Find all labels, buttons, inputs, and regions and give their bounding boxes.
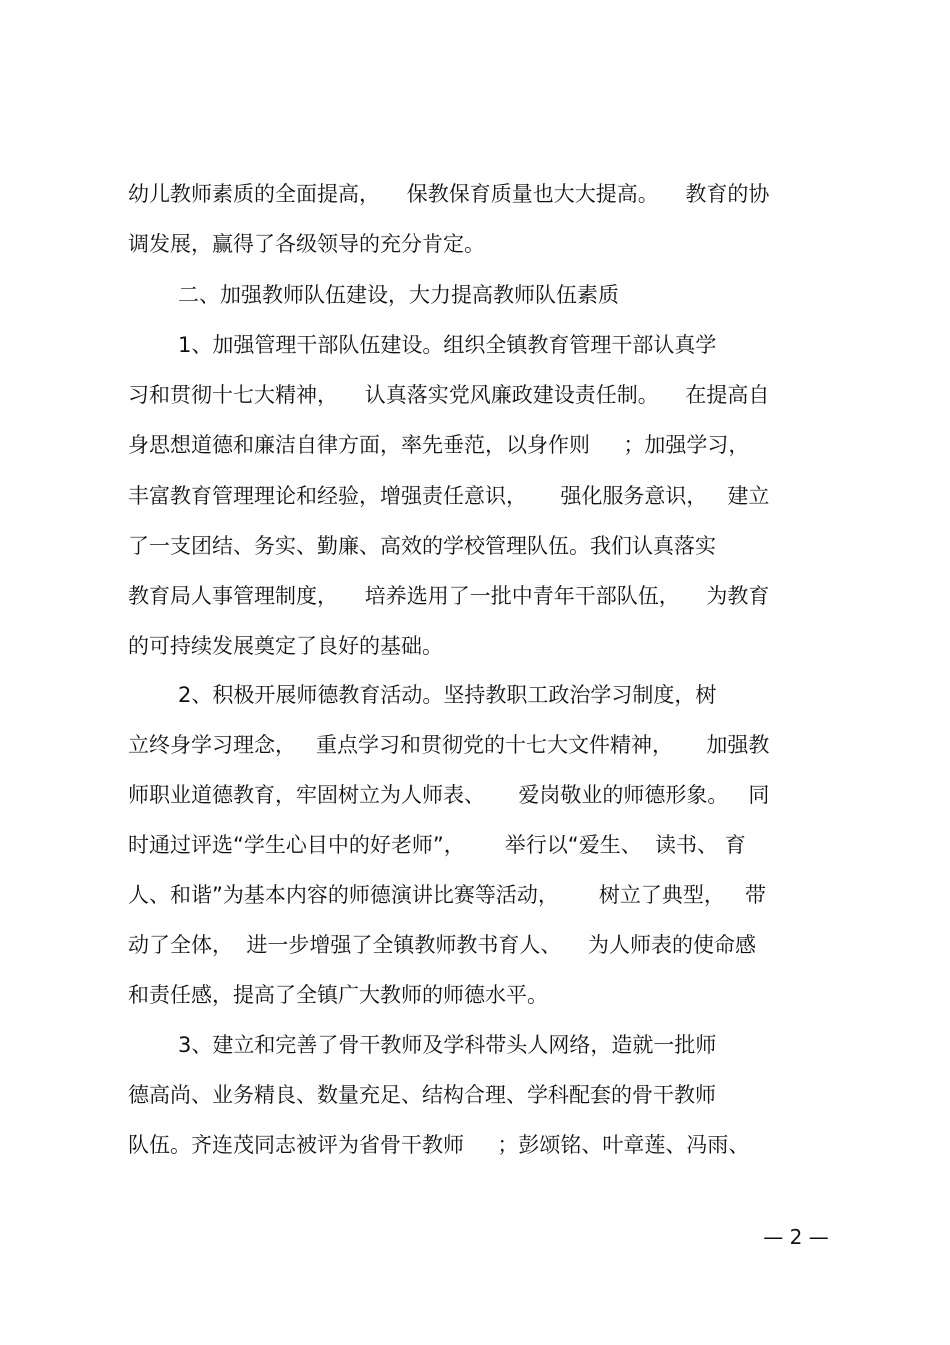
text-line: 1、加强管理干部队伍建设。组织全镇教育管理干部认真学: [178, 333, 717, 357]
section-heading: 二、加强教师队伍建设，大力提高教师队伍素质: [178, 283, 619, 307]
text-line: 人、和谐”为基本内容的师德演讲比赛等活动， 树立了典型， 带: [128, 883, 766, 907]
text-line: 2、积极开展师德教育活动。坚持教职工政治学习制度，树: [178, 683, 717, 707]
text-line: 队伍。齐连茂同志被评为省骨干教师 ；彭颂铭、叶章莲、冯雨、: [128, 1133, 750, 1157]
text-line: 师职业道德教育，牢固树立为人师表、 爱岗敬业的师德形象。 同: [128, 783, 770, 807]
text-line: 教育局人事管理制度， 培养选用了一批中青年干部队伍， 为教育: [128, 584, 770, 608]
text-line: 习和贯彻十七大精神， 认真落实党风廉政建设责任制。 在提高自: [128, 383, 770, 407]
text-line: 3、建立和完善了骨干教师及学科带头人网络，造就一批师: [178, 1033, 717, 1057]
text-line: 立终身学习理念， 重点学习和贯彻党的十七大文件精神， 加强教: [128, 733, 770, 757]
text-line: 丰富教育管理理论和经验，增强责任意识， 强化服务意识， 建立: [128, 484, 770, 508]
text-line: 身思想道德和廉洁自律方面，率先垂范，以身作则 ；加强学习，: [128, 433, 750, 457]
text-line: 德高尚、业务精良、数量充足、结构合理、学科配套的骨干教师: [128, 1083, 716, 1107]
page-number: — 2 —: [763, 1225, 829, 1249]
text-line: 动了全体， 进一步增强了全镇教师教书育人、 为人师表的使命感: [128, 933, 757, 957]
text-line: 和责任感，提高了全镇广大教师的师德水平。: [128, 983, 548, 1007]
text-line: 时通过评选“学生心目中的好老师”， 举行以“爱生、 读书、 育: [128, 833, 746, 857]
text-line: 幼儿教师素质的全面提高， 保教保育质量也大大提高。 教育的协: [128, 182, 770, 206]
text-line: 的可持续发展奠定了良好的基础。: [128, 634, 443, 658]
text-line: 了一支团结、务实、勤廉、高效的学校管理队伍。我们认真落实: [128, 534, 716, 558]
text-line: 调发展，赢得了各级领导的充分肯定。: [128, 232, 485, 256]
